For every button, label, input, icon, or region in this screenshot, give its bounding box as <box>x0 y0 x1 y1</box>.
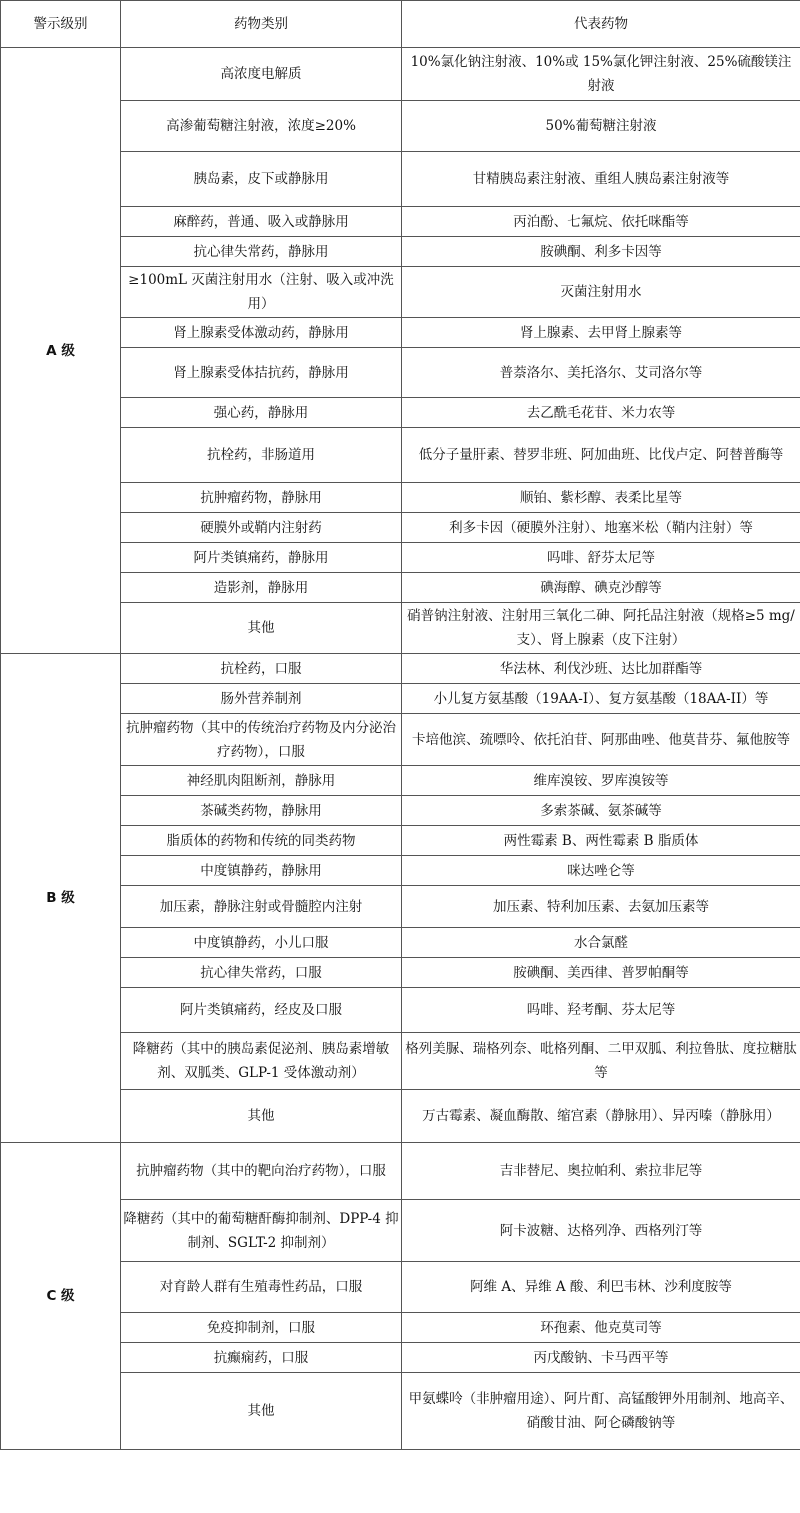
drug-category-cell: 胰岛素，皮下或静脉用 <box>121 152 402 207</box>
representative-drugs-cell: 格列美脲、瑞格列奈、吡格列酮、二甲双胍、利拉鲁肽、度拉糖肽等 <box>402 1033 800 1090</box>
representative-drugs-cell: 低分子量肝素、替罗非班、阿加曲班、比伐卢定、阿替普酶等 <box>402 428 800 483</box>
table-row <box>1 1200 800 1262</box>
representative-drugs-cell: 吗啡、舒芬太尼等 <box>402 543 800 573</box>
table-row <box>1 684 800 714</box>
representative-drugs-cell: 万古霉素、凝血酶散、缩宫素（静脉用）、异丙嗪（静脉用） <box>402 1090 800 1143</box>
representative-drugs-cell: 胺碘酮、利多卡因等 <box>402 237 800 267</box>
table-row <box>1 796 800 826</box>
representative-drugs-cell: 阿卡波糖、达格列净、西格列汀等 <box>402 1200 800 1262</box>
representative-drugs-cell: 卡培他滨、巯嘌呤、依托泊苷、阿那曲唑、他莫昔芬、氟他胺等 <box>402 714 800 766</box>
representative-drugs-cell: 水合氯醛 <box>402 928 800 958</box>
drug-category-cell: 肠外营养制剂 <box>121 684 402 714</box>
representative-drugs-cell: 肾上腺素、去甲肾上腺素等 <box>402 318 800 348</box>
table-row <box>1 483 800 513</box>
drug-category-cell: 抗肿瘤药物（其中的靶向治疗药物），口服 <box>121 1143 402 1200</box>
table-body <box>1 48 800 1450</box>
table-row <box>1 513 800 543</box>
drug-category-cell: 肾上腺素受体激动药，静脉用 <box>121 318 402 348</box>
drug-category-cell: 茶碱类药物，静脉用 <box>121 796 402 826</box>
table-row <box>1 428 800 483</box>
representative-drugs-cell: 灭菌注射用水 <box>402 267 800 318</box>
representative-drugs-cell: 利多卡因（硬膜外注射）、地塞米松（鞘内注射）等 <box>402 513 800 543</box>
table-row <box>1 207 800 237</box>
table-row <box>1 886 800 928</box>
drug-category-cell: 麻醉药，普通、吸入或静脉用 <box>121 207 402 237</box>
header-category: 药物类别 <box>121 1 402 48</box>
table-row <box>1 856 800 886</box>
drug-category-cell: 抗癫痫药，口服 <box>121 1343 402 1373</box>
table-row <box>1 1343 800 1373</box>
drug-category-cell: 神经肌肉阻断剂，静脉用 <box>121 766 402 796</box>
drug-category-cell: 抗心律失常药，口服 <box>121 958 402 988</box>
representative-drugs-cell: 碘海醇、碘克沙醇等 <box>402 573 800 603</box>
table-row <box>1 543 800 573</box>
drug-category-cell: 加压素，静脉注射或骨髓腔内注射 <box>121 886 402 928</box>
header-row <box>1 1 800 48</box>
representative-drugs-cell: 10%氯化钠注射液、10%或 15%氯化钾注射液、25%硫酸镁注射液 <box>402 48 800 101</box>
representative-drugs-cell: 丙戊酸钠、卡马西平等 <box>402 1343 800 1373</box>
drug-category-cell: 高浓度电解质 <box>121 48 402 101</box>
drug-category-cell: 阿片类镇痛药，经皮及口服 <box>121 988 402 1033</box>
drug-category-cell: 抗心律失常药，静脉用 <box>121 237 402 267</box>
representative-drugs-cell: 丙泊酚、七氟烷、依托咪酯等 <box>402 207 800 237</box>
representative-drugs-cell: 甲氨蝶呤（非肿瘤用途）、阿片酊、高锰酸钾外用制剂、地高辛、硝酸甘油、阿仑磷酸钠等 <box>402 1373 800 1450</box>
table-row <box>1 714 800 766</box>
drug-category-cell: 中度镇静药，静脉用 <box>121 856 402 886</box>
drug-category-cell: 其他 <box>121 603 402 654</box>
table-row <box>1 48 800 101</box>
representative-drugs-cell: 甘精胰岛素注射液、重组人胰岛素注射液等 <box>402 152 800 207</box>
table-row <box>1 398 800 428</box>
table-row <box>1 1262 800 1313</box>
level-c-label: C 级 <box>1 1143 121 1450</box>
representative-drugs-cell: 华法林、利伐沙班、达比加群酯等 <box>402 654 800 684</box>
representative-drugs-cell: 吗啡、羟考酮、芬太尼等 <box>402 988 800 1033</box>
table-row <box>1 1373 800 1450</box>
representative-drugs-cell: 加压素、特利加压素、去氨加压素等 <box>402 886 800 928</box>
drug-category-cell: 对育龄人群有生殖毒性药品，口服 <box>121 1262 402 1313</box>
drug-category-cell: 其他 <box>121 1373 402 1450</box>
representative-drugs-cell: 维库溴铵、罗库溴铵等 <box>402 766 800 796</box>
table-row <box>1 766 800 796</box>
table-row <box>1 1090 800 1143</box>
table-row <box>1 654 800 684</box>
drug-category-cell: 降糖药（其中的葡萄糖酐酶抑制剂、DPP-4 抑制剂、SGLT-2 抑制剂） <box>121 1200 402 1262</box>
table-row <box>1 237 800 267</box>
drug-category-cell: 中度镇静药，小儿口服 <box>121 928 402 958</box>
representative-drugs-cell: 去乙酰毛花苷、米力农等 <box>402 398 800 428</box>
level-b-label: B 级 <box>1 654 121 1143</box>
representative-drugs-cell: 吉非替尼、奥拉帕利、索拉非尼等 <box>402 1143 800 1200</box>
drug-category-cell: 高渗葡萄糖注射液，浓度≥20% <box>121 101 402 152</box>
table-row <box>1 1033 800 1090</box>
representative-drugs-cell: 胺碘酮、美西律、普罗帕酮等 <box>402 958 800 988</box>
drug-category-cell: 抗栓药，非肠道用 <box>121 428 402 483</box>
drug-category-cell: 阿片类镇痛药，静脉用 <box>121 543 402 573</box>
table-row <box>1 1313 800 1343</box>
drug-category-cell: 脂质体的药物和传统的同类药物 <box>121 826 402 856</box>
drug-category-cell: 免疫抑制剂，口服 <box>121 1313 402 1343</box>
representative-drugs-cell: 小儿复方氨基酸（19AA-I）、复方氨基酸（18AA-II）等 <box>402 684 800 714</box>
drug-category-cell: 硬膜外或鞘内注射药 <box>121 513 402 543</box>
header-drugs: 代表药物 <box>402 1 800 48</box>
drug-category-cell: 肾上腺素受体拮抗药，静脉用 <box>121 348 402 398</box>
drug-category-cell: 强心药，静脉用 <box>121 398 402 428</box>
drug-category-cell: 降糖药（其中的胰岛素促泌剂、胰岛素增敏剂、双胍类、GLP-1 受体激动剂） <box>121 1033 402 1090</box>
drug-category-cell: 抗肿瘤药物，静脉用 <box>121 483 402 513</box>
table-row <box>1 988 800 1033</box>
table-row <box>1 348 800 398</box>
drug-category-cell: 其他 <box>121 1090 402 1143</box>
representative-drugs-cell: 普萘洛尔、美托洛尔、艾司洛尔等 <box>402 348 800 398</box>
table-row <box>1 826 800 856</box>
representative-drugs-cell: 两性霉素 B、两性霉素 B 脂质体 <box>402 826 800 856</box>
representative-drugs-cell: 硝普钠注射液、注射用三氧化二砷、阿托品注射液（规格≥5 mg/支）、肾上腺素（皮下注射） <box>402 603 800 654</box>
table-row <box>1 958 800 988</box>
table-row <box>1 267 800 318</box>
table-row <box>1 101 800 152</box>
table-row <box>1 928 800 958</box>
drug-category-cell: ≥100mL 灭菌注射用水（注射、吸入或冲洗用） <box>121 267 402 318</box>
table-row <box>1 603 800 654</box>
representative-drugs-cell: 咪达唑仑等 <box>402 856 800 886</box>
level-a-label: A 级 <box>1 48 121 654</box>
representative-drugs-cell: 环孢素、他克莫司等 <box>402 1313 800 1343</box>
table-row <box>1 1143 800 1200</box>
drug-category-cell: 抗栓药，口服 <box>121 654 402 684</box>
representative-drugs-cell: 顺铂、紫杉醇、表柔比星等 <box>402 483 800 513</box>
table-row <box>1 152 800 207</box>
drug-category-cell: 造影剂，静脉用 <box>121 573 402 603</box>
representative-drugs-cell: 多索茶碱、氨茶碱等 <box>402 796 800 826</box>
header-level: 警示级别 <box>1 1 121 48</box>
representative-drugs-cell: 50%葡萄糖注射液 <box>402 101 800 152</box>
representative-drugs-cell: 阿维 A、异维 A 酸、利巴韦林、沙利度胺等 <box>402 1262 800 1313</box>
table-row <box>1 318 800 348</box>
drug-category-cell: 抗肿瘤药物（其中的传统治疗药物及内分泌治疗药物），口服 <box>121 714 402 766</box>
table-row <box>1 573 800 603</box>
